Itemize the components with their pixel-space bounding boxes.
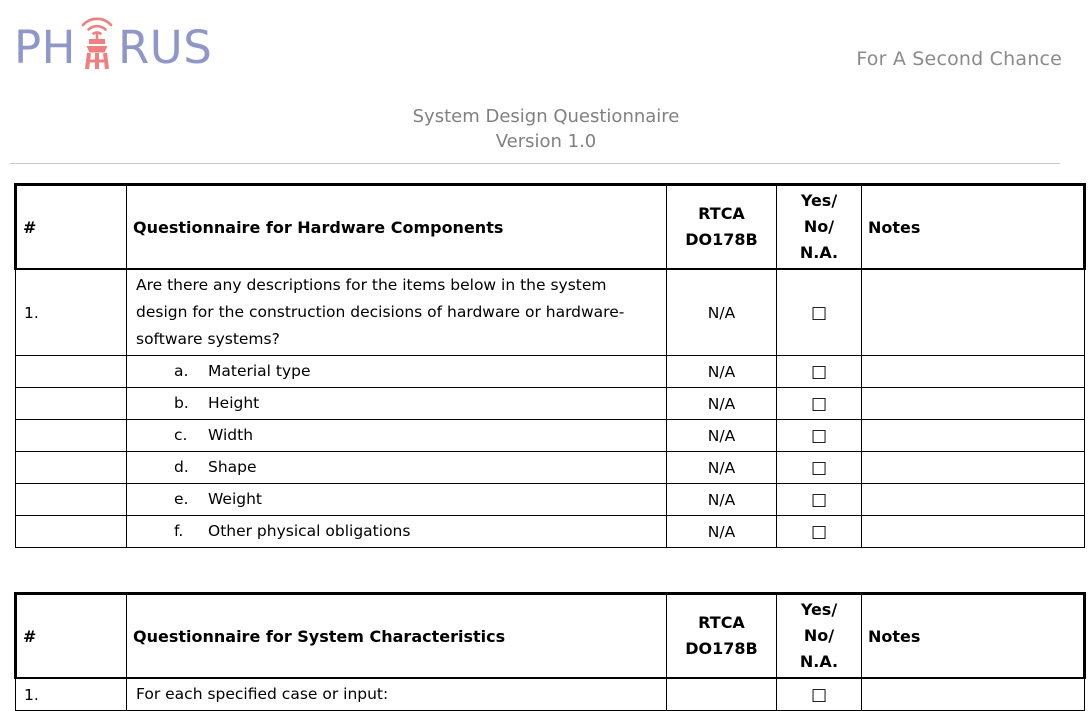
document-version: Version 1.0 (495, 131, 597, 152)
checkbox-unchecked-icon[interactable]: □ (810, 457, 828, 478)
table-spacer (0, 548, 1092, 592)
cell-notes[interactable] (862, 452, 1085, 484)
column-header-rtca: RTCA DO178B (667, 594, 777, 679)
cell-rtca-do178b: N/A (667, 484, 777, 516)
table-row (16, 516, 1085, 548)
sub-item-letter: c. (174, 426, 188, 444)
column-header-notes: Notes (862, 185, 1085, 270)
checkbox-unchecked-icon[interactable]: □ (810, 302, 828, 323)
cell-notes[interactable] (862, 388, 1085, 420)
cell-number (16, 356, 127, 388)
cell-question: Are there any descriptions for the items below in the system design for the construction decisions of hardware or hardware-software systems? (127, 269, 667, 356)
cell-question (127, 420, 667, 452)
table-row (16, 678, 1085, 711)
cell-answer[interactable] (777, 678, 862, 711)
sub-item (136, 390, 660, 417)
logo-text-left: PH (14, 21, 76, 74)
column-header-rtca: RTCA DO178B (667, 185, 777, 270)
column-header-yes-no-na: Yes/ No/ N.A. (777, 594, 862, 679)
cell-rtca-do178b: N/A (667, 356, 777, 388)
questionnaire-tables (0, 183, 1092, 711)
cell-notes[interactable] (862, 269, 1085, 356)
cell-question (127, 484, 667, 516)
cell-number: 1. (16, 269, 127, 356)
table-row (16, 452, 1085, 484)
column-header-question: Questionnaire for Hardware Components (127, 185, 667, 270)
cell-answer[interactable] (777, 516, 862, 548)
sub-item-letter: d. (174, 458, 189, 476)
cell-notes[interactable] (862, 484, 1085, 516)
checkbox-unchecked-icon[interactable]: □ (810, 361, 828, 382)
sub-item-letter: e. (174, 490, 189, 508)
cell-question (127, 388, 667, 420)
table-row (16, 269, 1085, 356)
cell-answer[interactable] (777, 356, 862, 388)
sub-item-letter: b. (174, 394, 189, 412)
checkbox-unchecked-icon[interactable]: □ (810, 684, 828, 705)
cell-rtca-do178b: N/A (667, 420, 777, 452)
sub-item (136, 422, 660, 449)
table-row (16, 420, 1085, 452)
sub-item-label: Other physical obligations (208, 522, 411, 540)
sub-item-label: Width (208, 426, 254, 444)
cell-notes[interactable] (862, 356, 1085, 388)
table-row (16, 388, 1085, 420)
cell-notes[interactable] (862, 678, 1085, 711)
checkbox-unchecked-icon[interactable]: □ (810, 521, 828, 542)
logo-wordmark (14, 8, 213, 74)
sub-item-letter: f. (174, 522, 184, 540)
tagline: For A Second Chance (856, 48, 1062, 70)
questionnaire-table-hardware-components (14, 183, 1086, 548)
pharus-logo (14, 8, 213, 74)
cell-number (16, 452, 127, 484)
cell-number (16, 484, 127, 516)
cell-rtca-do178b (667, 678, 777, 711)
column-header-number: # (16, 594, 127, 679)
sub-item (136, 518, 660, 545)
cell-question (127, 356, 667, 388)
cell-number: 1. (16, 678, 127, 711)
checkbox-unchecked-icon[interactable]: □ (810, 489, 828, 510)
cell-answer[interactable] (777, 452, 862, 484)
sub-item-label: Height (208, 394, 260, 412)
checkbox-unchecked-icon[interactable]: □ (810, 425, 828, 446)
cell-number (16, 420, 127, 452)
cell-number (16, 516, 127, 548)
sub-item-label: Weight (208, 490, 263, 508)
sub-item-label: Material type (208, 362, 311, 380)
sub-item-letter: a. (174, 362, 189, 380)
column-header-number: # (16, 185, 127, 270)
cell-question (127, 452, 667, 484)
cell-question: For each specified case or input: (127, 678, 667, 711)
document-title (0, 104, 1092, 154)
cell-notes[interactable] (862, 516, 1085, 548)
cell-answer[interactable] (777, 269, 862, 356)
table-header-row (16, 185, 1085, 270)
column-header-notes: Notes (862, 594, 1085, 679)
cell-rtca-do178b: N/A (667, 388, 777, 420)
document-title-line1: System Design Questionnaire (412, 106, 680, 127)
page-header (0, 0, 1092, 90)
cell-answer[interactable] (777, 388, 862, 420)
questionnaire-table-system-characteristics (14, 592, 1086, 711)
cell-number (16, 388, 127, 420)
table-row (16, 484, 1085, 516)
cell-rtca-do178b: N/A (667, 269, 777, 356)
column-header-question: Questionnaire for System Characteristics (127, 594, 667, 679)
cell-answer[interactable] (777, 420, 862, 452)
sub-item (136, 358, 660, 385)
sub-item-label: Shape (208, 458, 257, 476)
cell-answer[interactable] (777, 484, 862, 516)
cell-notes[interactable] (862, 420, 1085, 452)
title-divider (10, 163, 1060, 164)
table-header-row (16, 594, 1085, 679)
sub-item (136, 454, 660, 481)
table-row (16, 356, 1085, 388)
cell-rtca-do178b: N/A (667, 452, 777, 484)
checkbox-unchecked-icon[interactable]: □ (810, 393, 828, 414)
lighthouse-tower-icon (75, 8, 119, 70)
cell-question (127, 516, 667, 548)
logo-text-right: RUS (117, 21, 213, 74)
column-header-yes-no-na: Yes/ No/ N.A. (777, 185, 862, 270)
sub-item (136, 486, 660, 513)
cell-rtca-do178b: N/A (667, 516, 777, 548)
